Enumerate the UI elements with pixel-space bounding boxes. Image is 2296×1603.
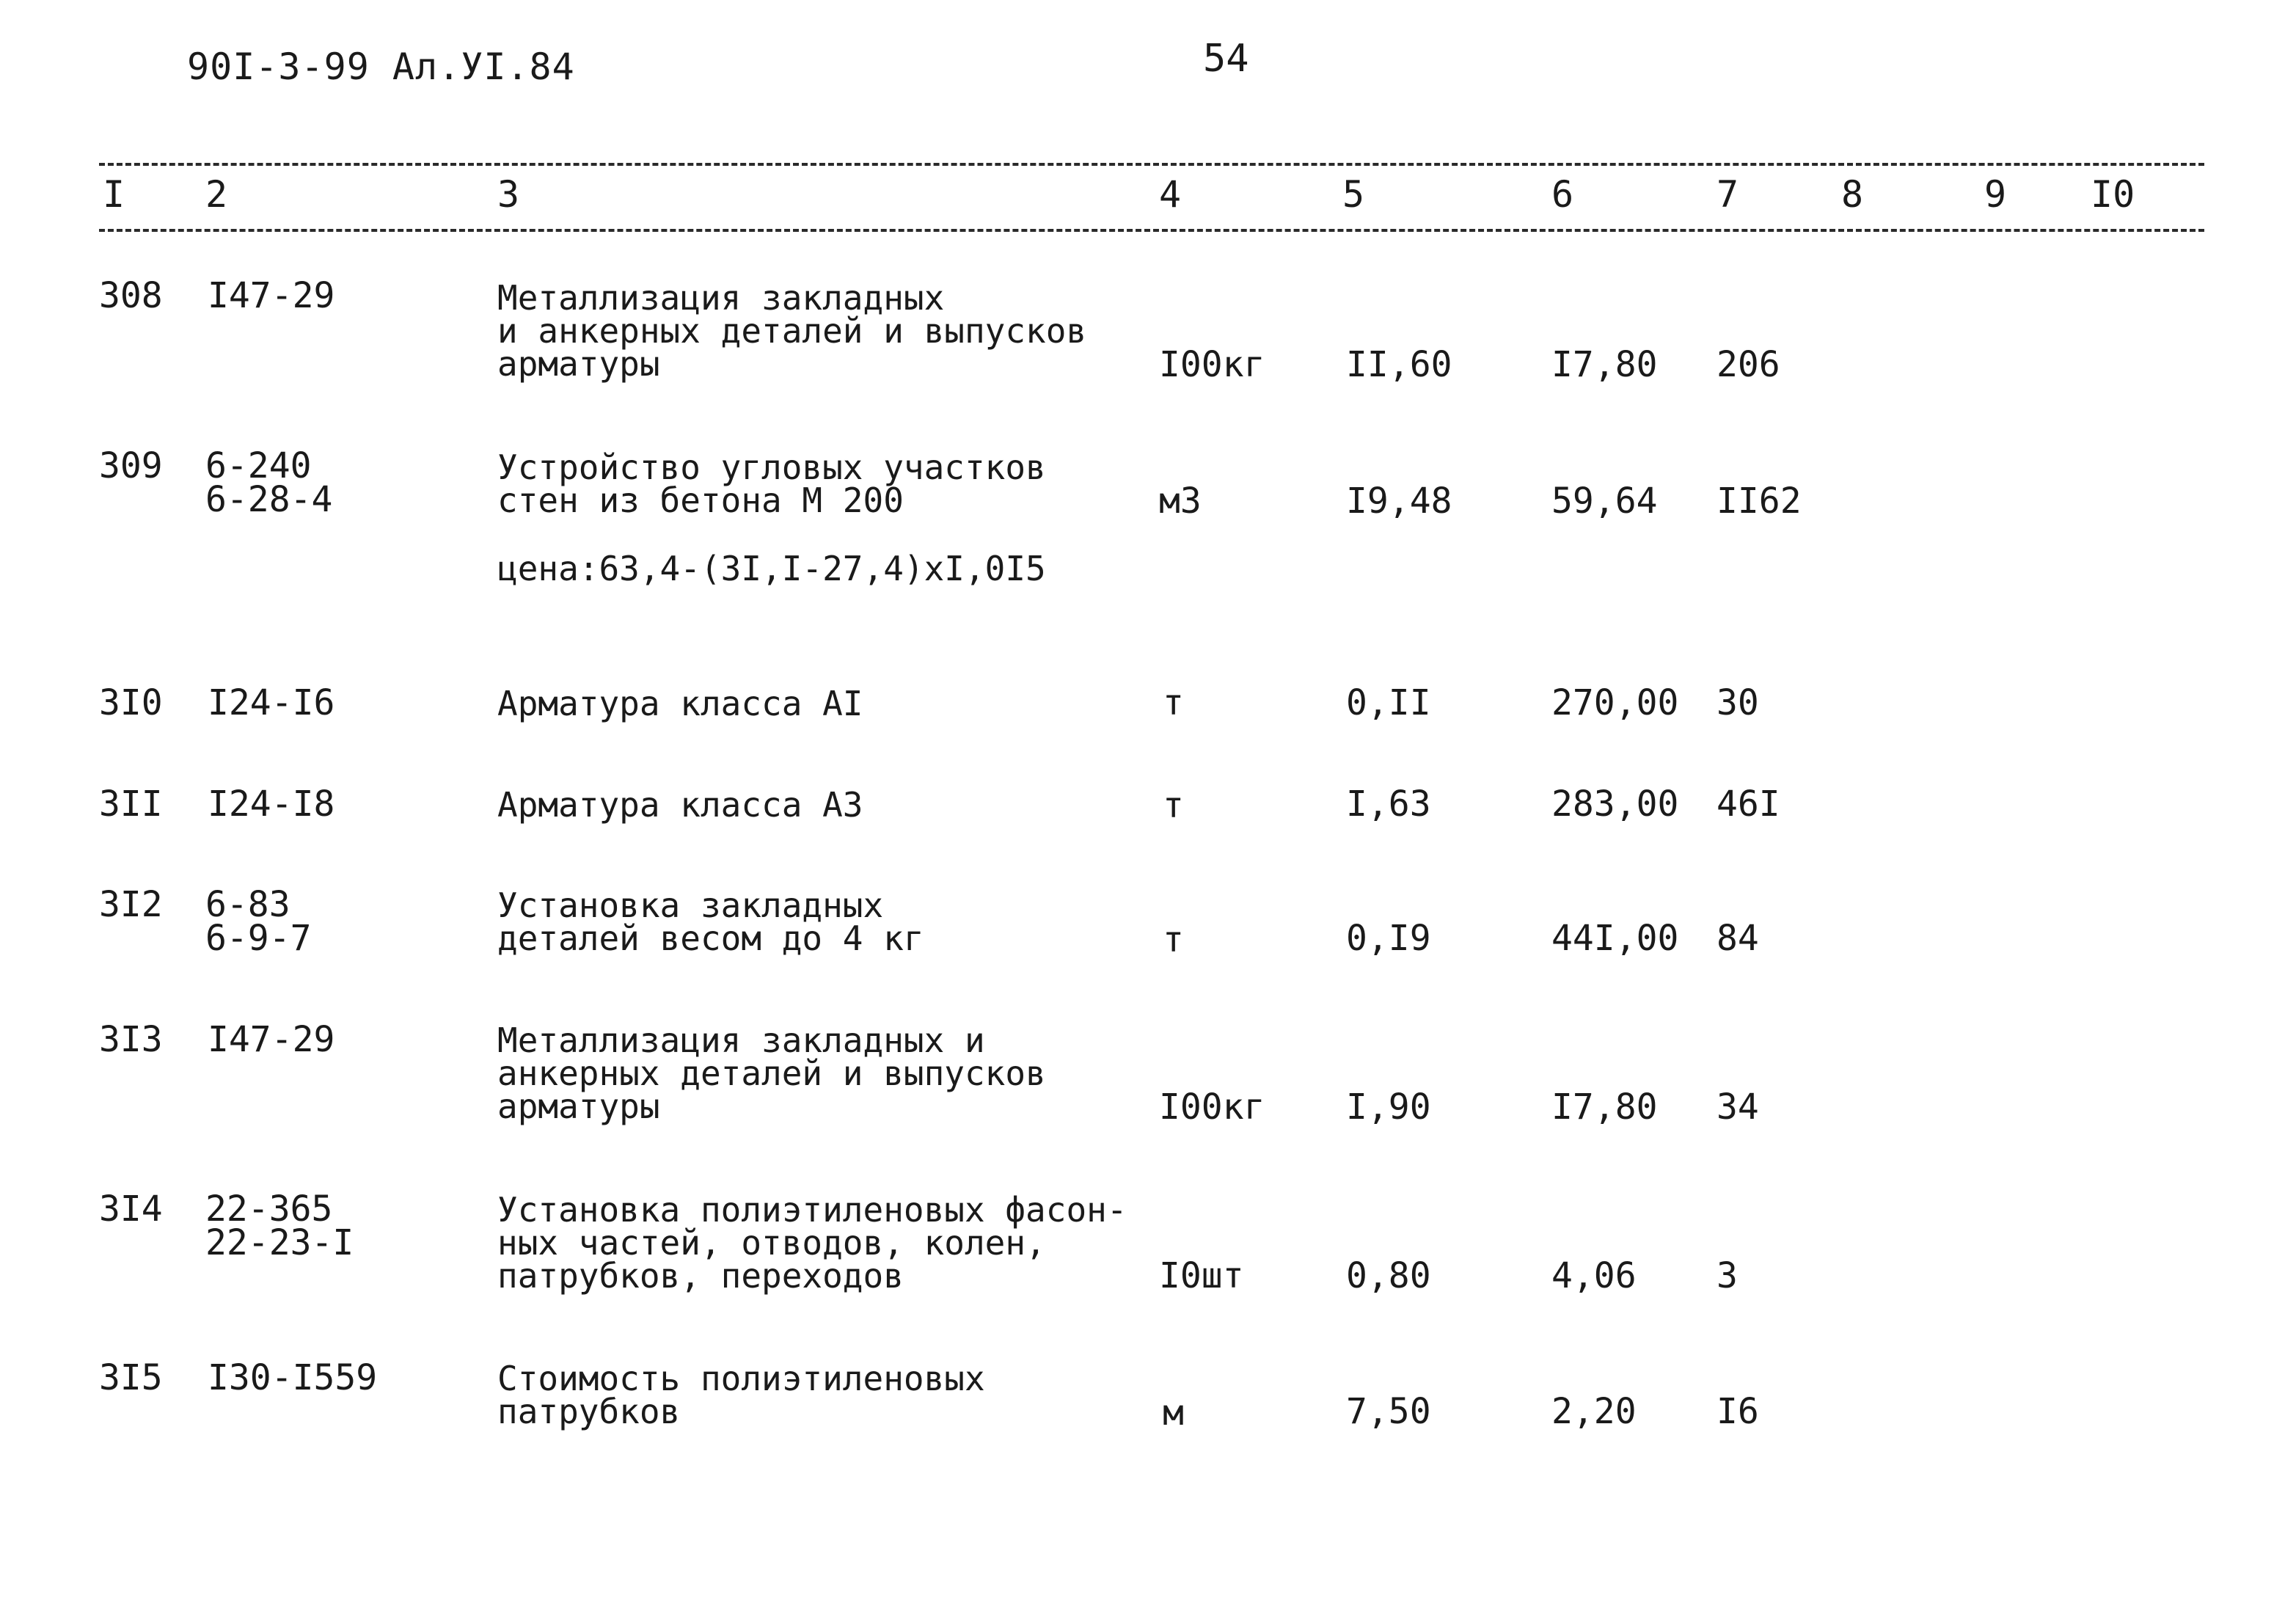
row-number: 3I0 (99, 682, 163, 723)
price-code: I47-29 (208, 1019, 335, 1060)
total-cost: II62 (1716, 481, 1802, 522)
quantity: 0,I9 (1346, 918, 1431, 959)
unit-price: 283,00 (1551, 784, 1679, 825)
table-top-rule (99, 163, 2204, 166)
unit-price: 2,20 (1551, 1391, 1637, 1432)
unit: I00кг (1159, 1087, 1265, 1128)
unit: I0шт (1159, 1255, 1244, 1296)
row-number: 3I2 (99, 884, 163, 925)
price-code: 22-365 22-23-I (205, 1188, 354, 1263)
quantity: I,90 (1346, 1087, 1431, 1128)
work-description: Стоимость полиэтиленовых патрубков (497, 1359, 985, 1431)
column-header-6: 6 (1551, 173, 1574, 216)
work-description: Установка полиэтиленовых фасон- ных частей, отводов, колен, патрубков, переходов (497, 1190, 1127, 1296)
row-number: 3II (99, 784, 163, 825)
unit-price: 44I,00 (1551, 918, 1679, 959)
total-cost: I6 (1716, 1391, 1759, 1432)
total-cost: 84 (1716, 918, 1759, 959)
price-code: I24-I6 (208, 682, 335, 723)
table-header-rule (99, 229, 2204, 232)
work-description: Установка закладных деталей весом до 4 кг (497, 886, 924, 958)
unit: м (1163, 1392, 1184, 1434)
total-cost: 30 (1716, 682, 1759, 723)
price-code: 6-240 6-28-4 (205, 445, 333, 520)
page-number: 54 (1203, 37, 1249, 81)
work-description: Металлизация закладных и анкерных деталей и выпусков арматуры (497, 278, 1087, 384)
quantity: I9,48 (1346, 481, 1452, 522)
unit-price: 270,00 (1551, 682, 1679, 723)
column-header-1: I (103, 173, 125, 216)
column-header-4: 4 (1159, 173, 1182, 216)
quantity: I,63 (1346, 784, 1431, 825)
row-number: 309 (99, 445, 163, 486)
column-header-2: 2 (205, 173, 228, 216)
work-description: Металлизация закладных и анкерных деталей и выпусков арматуры (497, 1020, 1046, 1126)
price-code: I30-I559 (208, 1357, 378, 1398)
unit-price: 4,06 (1551, 1255, 1637, 1296)
document-code: 90I-3-99 Ал.УI.84 (187, 45, 575, 88)
column-header-9: 9 (1984, 173, 2007, 216)
quantity: 0,II (1346, 682, 1431, 723)
work-description: Арматура класса АI (497, 684, 863, 723)
row-number: 3I5 (99, 1357, 163, 1398)
total-cost: 3 (1716, 1255, 1738, 1296)
total-cost: 34 (1716, 1087, 1759, 1128)
column-header-3: 3 (497, 173, 520, 216)
price-note: цена:63,4-(3I,I-27,4)xI,0I5 (497, 549, 1046, 588)
unit: т (1163, 919, 1184, 960)
price-code: I24-I8 (208, 784, 335, 825)
unit-price: 59,64 (1551, 481, 1658, 522)
unit: I00кг (1159, 344, 1265, 385)
unit: т (1163, 785, 1184, 826)
price-code: I47-29 (208, 275, 335, 316)
work-description: Устройство угловых участков стен из бетона М 200 (497, 448, 1046, 520)
quantity: II,60 (1346, 344, 1452, 385)
unit: м3 (1159, 481, 1202, 522)
total-cost: 46I (1716, 784, 1780, 825)
total-cost: 206 (1716, 344, 1780, 385)
column-header-10: I0 (2091, 173, 2135, 216)
work-description: Арматура класса А3 (497, 785, 863, 825)
column-header-5: 5 (1342, 173, 1365, 216)
column-header-7: 7 (1716, 173, 1739, 216)
unit-price: I7,80 (1551, 344, 1658, 385)
quantity: 0,80 (1346, 1255, 1431, 1296)
column-header-8: 8 (1841, 173, 1864, 216)
row-number: 3I4 (99, 1188, 163, 1230)
quantity: 7,50 (1346, 1391, 1431, 1432)
price-code: 6-83 6-9-7 (205, 884, 312, 959)
unit: т (1163, 682, 1184, 723)
row-number: 308 (99, 275, 163, 316)
row-number: 3I3 (99, 1019, 163, 1060)
unit-price: I7,80 (1551, 1087, 1658, 1128)
